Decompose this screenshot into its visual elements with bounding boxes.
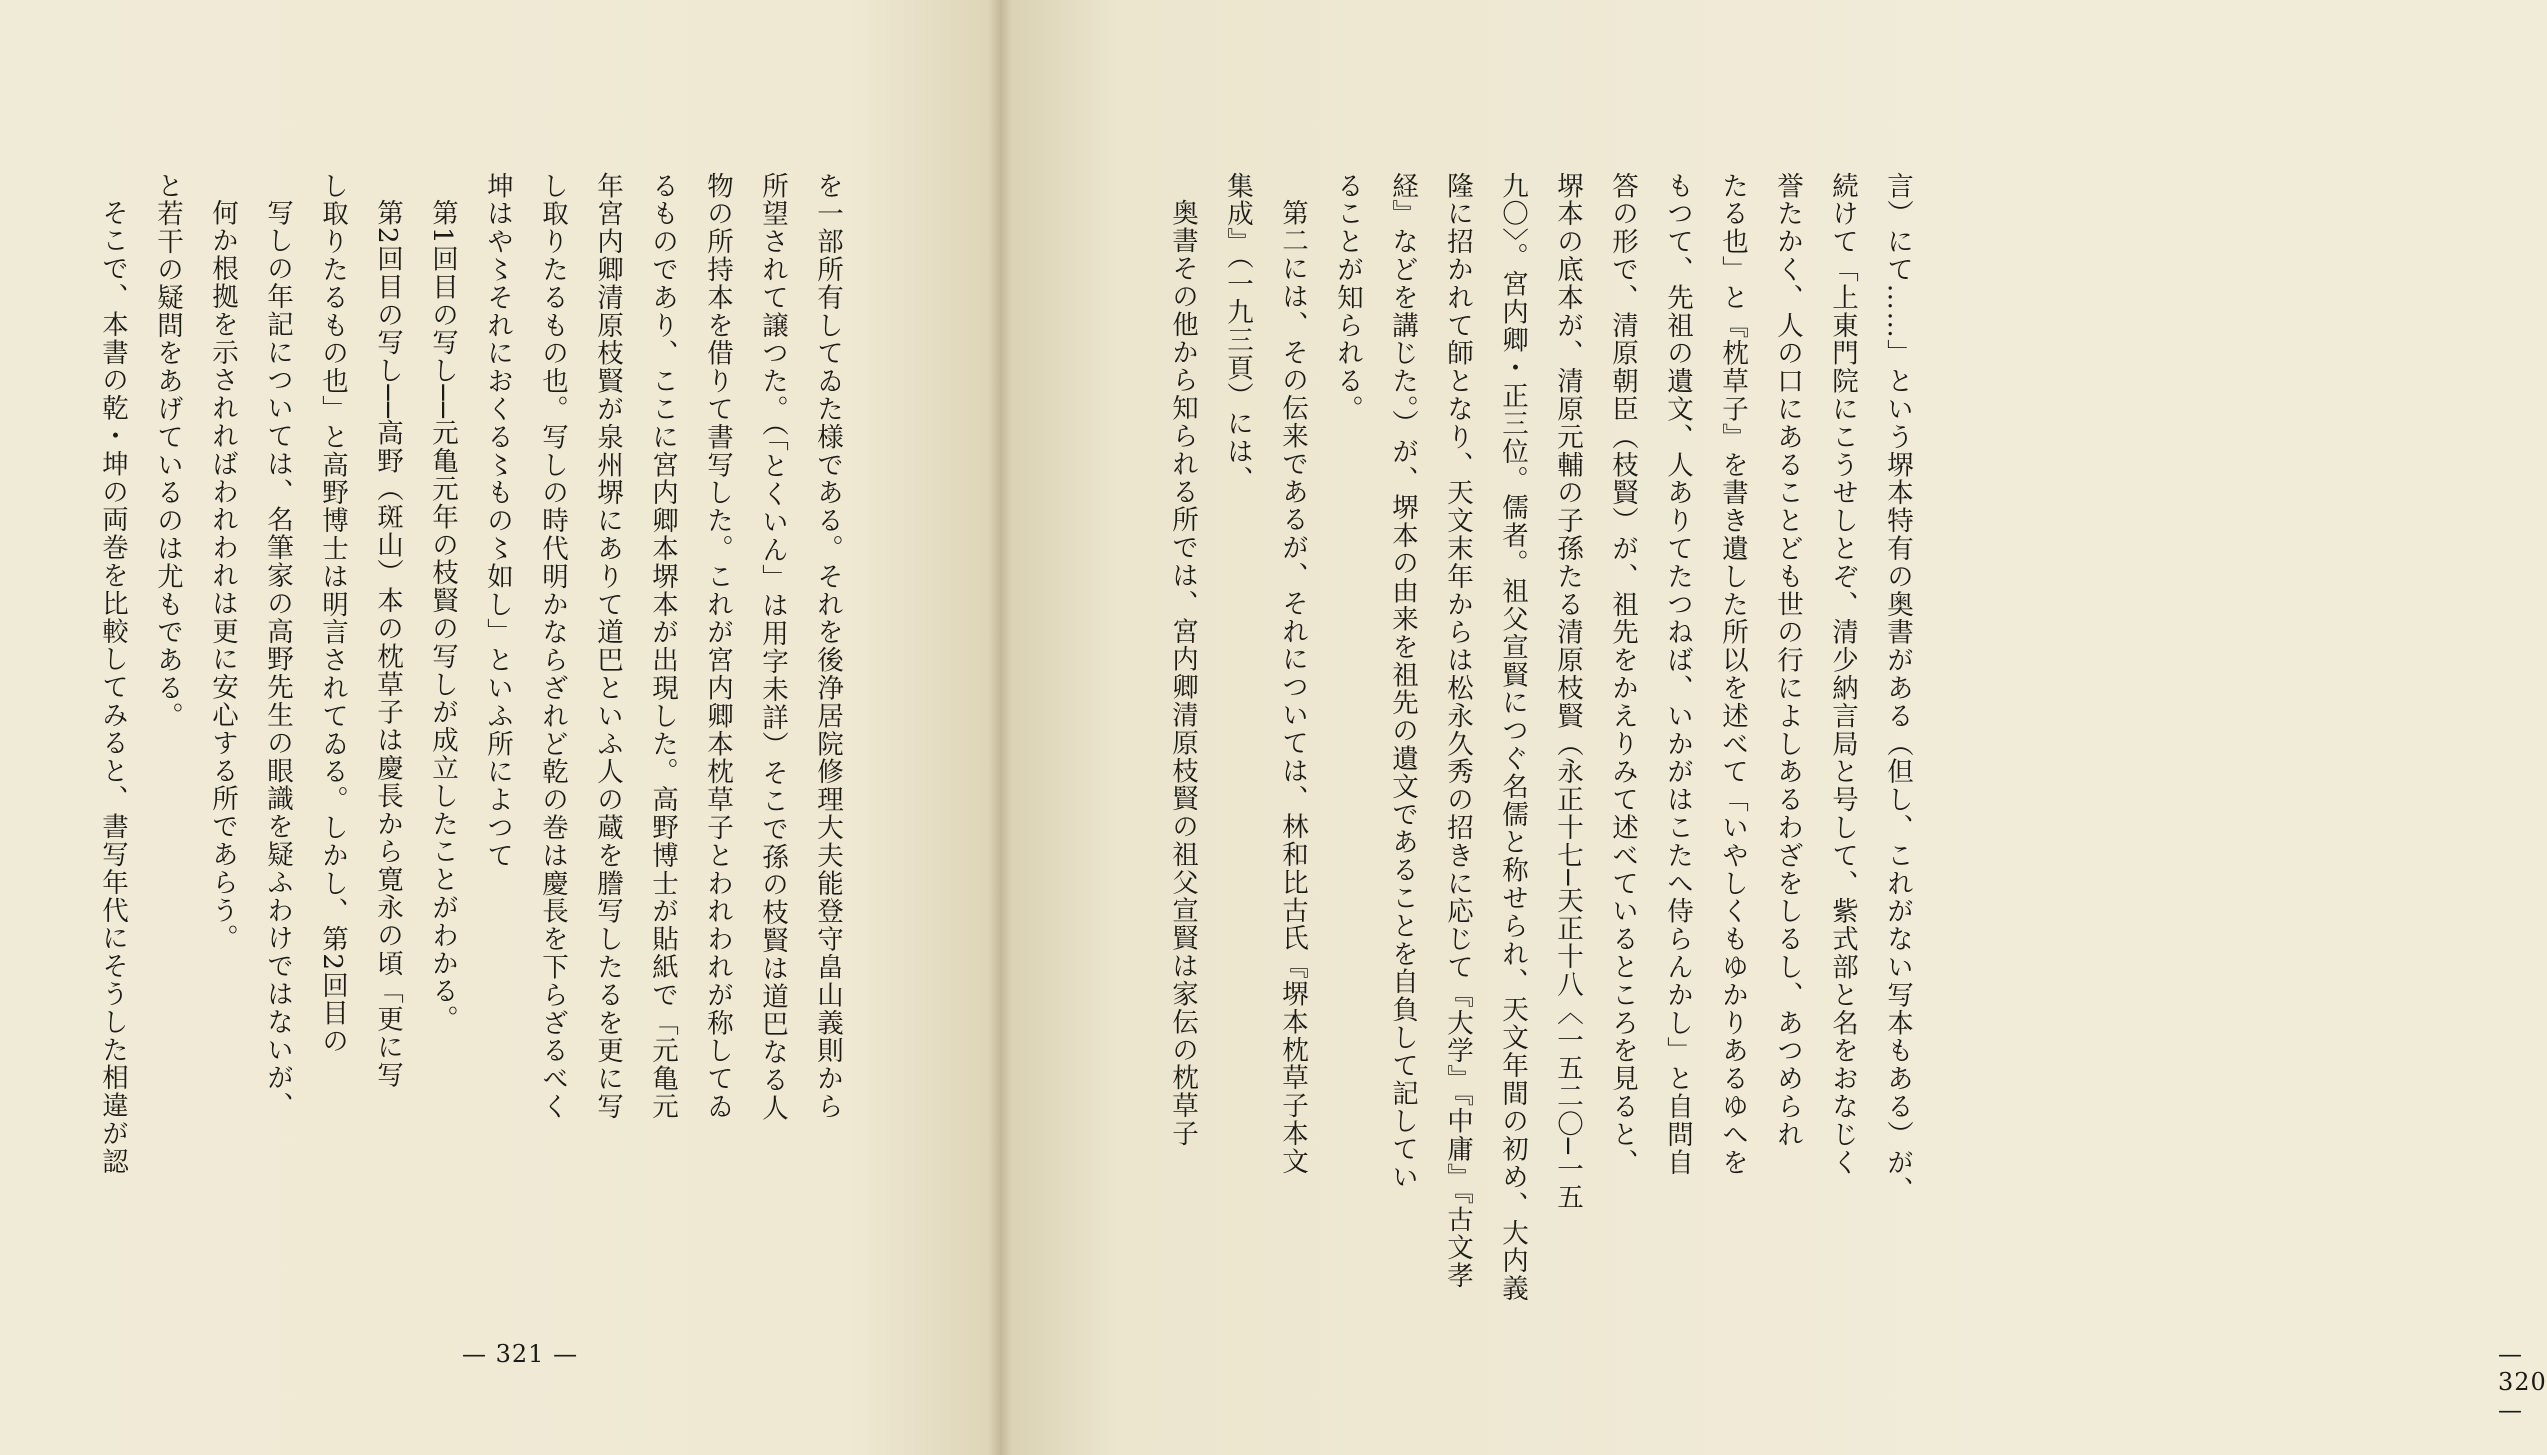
text-line: 堺本の底本が、清原元輔の子孫たる清原枝賢（永正十七─天正十八〈一五二〇─一五 xyxy=(1552,172,1583,1212)
text-line: 言）にて……」という堺本特有の奥書がある（但し、これがない写本もある）が、 xyxy=(1882,172,1913,1205)
book-gutter xyxy=(988,0,1012,1455)
text-line: 何か根拠を示されればわれわれは更に安心する所であらう。 xyxy=(207,198,238,952)
text-line: 集成』（一九三頁）には、 xyxy=(1222,172,1253,494)
text-line: そこで、本書の乾・坤の両巻を比較してみると、書写年代にそうした相違が認 xyxy=(97,198,128,1175)
text-line: を一部所有してゐた様である。それを後浄居院修理大夫能登守畠山義則から xyxy=(812,172,843,1121)
text-line: 答の形で、清原朝臣（枝賢）が、祖先をかえりみて述べているところを見ると、 xyxy=(1607,172,1638,1177)
text-line: し取りたるもの也」と高野博士は明言されてゐる。しかし、第2回目の xyxy=(317,172,348,1056)
left-page-body-text xyxy=(85,172,855,1322)
text-line: 奥書その他から知られる所では、宮内卿清原枝賢の祖父宣賢は家伝の枕草子 xyxy=(1167,198,1198,1148)
text-line: 誉たかく、人の口にあることども世の行によしあるわざをしるし、あつめられ xyxy=(1772,172,1803,1149)
text-line: 所望されて譲つた。（「とくいん」は用字未詳）そこで孫の枝賢は道巴なる人 xyxy=(757,172,788,1122)
text-line: 第2回目の写し──高野（斑山）本の枕草子は慶長から寛永の頃「更に写 xyxy=(372,198,403,1089)
page-number: — 321 — xyxy=(462,1340,579,1368)
text-line: ることが知られる。 xyxy=(1332,172,1363,424)
text-line: 写しの年記については、名筆家の高野先生の眼識を疑ふわけではないが、 xyxy=(262,198,293,1120)
text-line: 続けて「上東門院にこうせしとぞ、清少納言局と号して、紫式部と名をおなじく xyxy=(1827,172,1858,1177)
text-line: もつて、先祖の遺文、人ありてたつねば、いかがはこたへ侍らんかし」と自問自 xyxy=(1662,172,1693,1177)
text-line: 経』などを講じた。）が、堺本の由来を祖先の遺文であることを自負して記してい xyxy=(1387,172,1418,1192)
text-line: 九〇〉。宮内卿・正三位。儒者。祖父宣賢につぐ名儒と称せられ、天文年間の初め、大内義 xyxy=(1497,172,1528,1303)
text-line: 隆に招かれて師となり、天文末年からは松永久秀の招きに応じて『大学』『中庸』『古文孝 xyxy=(1442,172,1473,1290)
text-line: し取りたるもの也。写しの時代明かならざれど乾の巻は慶長を下らざるべく xyxy=(537,172,568,1121)
text-line: たる也」と『枕草子』を書き遺した所以を述べて「いやしくもゆかりあるゆへを xyxy=(1717,172,1748,1177)
page-number: — 320 — xyxy=(2498,1340,2547,1424)
text-line: と若干の疑問をあげているのは尤もである。 xyxy=(152,172,183,730)
text-line: 年宮内卿清原枝賢が泉州堺にありて道巴といふ人の蔵を謄写したるを更に写 xyxy=(592,172,623,1121)
text-line: 第二には、その伝来であるが、それについては、林和比古氏『堺本枕草子本文 xyxy=(1277,198,1308,1175)
text-line: 物の所持本を借りて書写した。これが宮内卿本枕草子とわれわれが称してゐ xyxy=(702,172,733,1121)
right-page-body-text xyxy=(1155,172,1925,1322)
text-line: 第1回目の写し──元亀元年の枝賢の写しが成立したことがわかる。 xyxy=(427,198,458,1033)
text-line: 坤はや〻それにおくる〻もの〻如し」といふ所によつて xyxy=(482,172,513,870)
text-line: るものであり、ここに宮内卿本堺本が出現した。高野博士が貼紙で「元亀元 xyxy=(647,172,678,1121)
left-page xyxy=(0,0,1000,1455)
right-page xyxy=(1000,0,2547,1455)
